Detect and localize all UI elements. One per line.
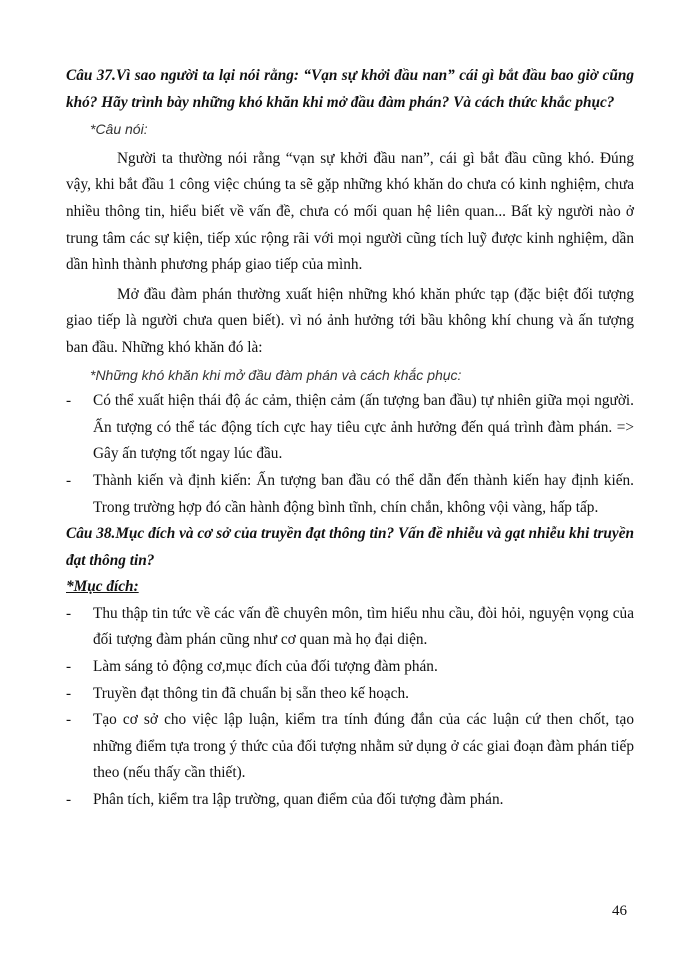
page-number: 46 (612, 903, 627, 919)
dash-bullet: - (66, 684, 72, 702)
difficulties-list (66, 388, 634, 521)
list-item (66, 681, 634, 708)
difficulties-subheading: *Những khó khăn khi mở đầu đàm phán và cách khắc phục: (90, 366, 462, 383)
quote-subheading: *Câu nói: (90, 121, 148, 138)
page-content (66, 63, 634, 814)
list-item-text: Tạo cơ sở cho việc lập luận, kiểm tra tính đúng đắn của các luận cứ then chốt, tạo những điểm tựa trong ý thức của đối tượng nhằm sử dụng ở các giai đoạn đàm phán tiếp theo (nếu thấy cần thiết). (93, 711, 634, 782)
dash-bullet: - (66, 471, 72, 489)
list-item-text: Thu thập tin tức về các vấn đề chuyên môn, tìm hiểu nhu cầu, đòi hỏi, nguyện vọng của đối tượng đàm phán cũng như cơ quan mà họ đại diện. (93, 604, 634, 649)
dash-bullet: - (66, 392, 72, 410)
list-item (66, 654, 634, 681)
list-item-text: Có thể xuất hiện thái độ ác cảm, thiện cảm (ấn tượng ban đầu) tự nhiên giữa mọi người. Ấn tượng có thể tác động tích cực hay tiêu cực ảnh hưởng đến quá trình đàm phán. => Gây ấn tượng tốt ngay lúc đầu. (93, 392, 634, 463)
list-item (66, 388, 634, 468)
purpose-list (66, 601, 634, 814)
list-item-text: Phân tích, kiểm tra lập trường, quan điểm của đối tượng đàm phán. (93, 791, 504, 809)
purpose-subheading: *Mục đích: (66, 578, 139, 596)
list-item (66, 468, 634, 521)
dash-bullet: - (66, 658, 72, 676)
question-38-heading: Câu 38.Mục đích và cơ sở của truyền đạt thông tin? Vấn đề nhiễu và gạt nhiễu khi truyền đạt thông tin? (66, 525, 634, 569)
dash-bullet: - (66, 711, 72, 729)
list-item-text: Làm sáng tỏ động cơ,mục đích của đối tượng đàm phán. (93, 658, 438, 676)
list-item (66, 787, 634, 814)
list-item-text: Thành kiến và định kiến: Ấn tượng ban đầu có thể dẫn đến thành kiến hay định kiến. Trong trường hợp đó cần hành động bình tĩnh, chín chắn, không vội vàng, hấp tấp. (93, 471, 634, 516)
dash-bullet: - (66, 604, 72, 622)
dash-bullet: - (66, 791, 72, 809)
difficulties-intro-paragraph: Mở đầu đàm phán thường xuất hiện những khó khăn phức tạp (đặc biệt đối tượng giao tiếp là người chưa quen biết). vì nó ảnh hưởng tới bầu không khí chung và ấn tượng ban đầu. Những khó khăn đó là: (66, 285, 634, 356)
quote-paragraph: Người ta thường nói rằng “vạn sự khởi đầu nan”, cái gì bắt đầu cũng khó. Đúng vậy, khi bắt đầu 1 công việc chúng ta sẽ gặp những khó khăn do chưa có kinh nghiệm, chưa nhiều thông tin, hiểu biết về vấn đề, chưa có mối quan hệ liên quan... Bất kỳ người nào ở trung tâm các sự kiện, tiếp xúc rộng rãi với mọi người cũng tích luỹ được kinh nghiệm, dần dần hình thành phương pháp giao tiếp của mình. (66, 149, 634, 274)
list-item-text: Truyền đạt thông tin đã chuẩn bị sẵn theo kế hoạch. (93, 684, 409, 702)
list-item (66, 601, 634, 654)
question-37-heading: Câu 37.Vì sao người ta lại nói rằng: “Vạn sự khởi đầu nan” cái gì bắt đầu bao giờ cũng khó? Hãy trình bày những khó khăn khi mở đầu đàm phán? Và cách thức khắc phục? (66, 67, 634, 111)
list-item (66, 707, 634, 787)
